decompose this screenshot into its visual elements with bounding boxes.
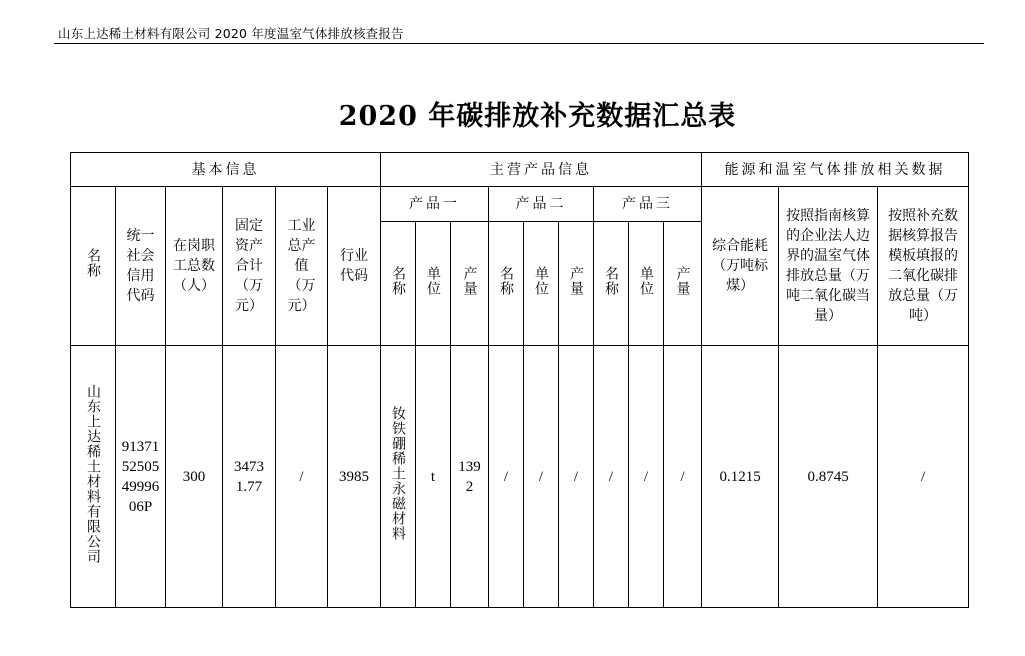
employees-cell: 300	[166, 346, 223, 608]
p1-unit-cell: t	[416, 346, 451, 608]
col-industrial-output-header: 工业总产值（万元）	[276, 187, 328, 346]
summary-table	[70, 152, 969, 608]
table-row	[71, 346, 969, 608]
p1-name-header: 名称	[381, 222, 416, 346]
col-energy-total-header: 综合能耗（万吨标煤）	[702, 187, 779, 346]
col-credit-code-header: 统一社会信用代码	[116, 187, 166, 346]
p1-unit-header: 单位	[416, 222, 451, 346]
group-product-info: 主营产品信息	[381, 153, 702, 187]
p3-name-header: 名称	[594, 222, 629, 346]
group-energy-info: 能源和温室气体排放相关数据	[702, 153, 969, 187]
col-emission-guide-header: 按照指南核算的企业法人边界的温室气体排放总量（万吨二氧化碳当量）	[779, 187, 878, 346]
fixed-assets-cell: 3473 1.77	[223, 346, 276, 608]
credit-code-cell: 91371525054999606P	[116, 346, 166, 608]
emission-supplement-cell: /	[878, 346, 969, 608]
energy-total-cell: 0.1215	[702, 346, 779, 608]
p3-output-cell: /	[664, 346, 702, 608]
p3-output-header: 产量	[664, 222, 702, 346]
p3-unit-cell: /	[629, 346, 664, 608]
group-basic-info: 基本信息	[71, 153, 381, 187]
col-industry-code-header: 行业代码	[328, 187, 381, 346]
p2-name-cell: /	[489, 346, 524, 608]
col-emission-supplement-header: 按照补充数据核算报告模板填报的二氧化碳排放总量（万吨）	[878, 187, 969, 346]
p2-unit-cell: /	[524, 346, 559, 608]
header-divider	[54, 43, 984, 44]
product3-header: 产品三	[594, 187, 702, 222]
report-header: 山东上达稀土材料有限公司 2020 年度温室气体排放核查报告	[58, 26, 404, 41]
industrial-output-cell: /	[276, 346, 328, 608]
product2-header: 产品二	[489, 187, 594, 222]
product1-header: 产品一	[381, 187, 489, 222]
table-title: 2020 年碳排放补充数据汇总表	[338, 101, 737, 132]
p2-output-header: 产量	[559, 222, 594, 346]
p2-name-header: 名称	[489, 222, 524, 346]
p1-output-header: 产量	[451, 222, 489, 346]
p2-unit-header: 单位	[524, 222, 559, 346]
emission-guide-cell: 0.8745	[779, 346, 878, 608]
p1-output-cell: 1392	[451, 346, 489, 608]
col-employees-header: 在岗职工总数（人）	[166, 187, 223, 346]
col-name-header: 名称	[71, 187, 116, 346]
industry-code-cell: 3985	[328, 346, 381, 608]
company-name-cell: 山东上达稀土材料有限公司	[71, 346, 116, 608]
p1-name-cell: 钕铁硼稀土永磁材料	[381, 346, 416, 608]
p3-unit-header: 单位	[629, 222, 664, 346]
col-fixed-assets-header: 固定资产合计（万元）	[223, 187, 276, 346]
p3-name-cell: /	[594, 346, 629, 608]
p2-output-cell: /	[559, 346, 594, 608]
